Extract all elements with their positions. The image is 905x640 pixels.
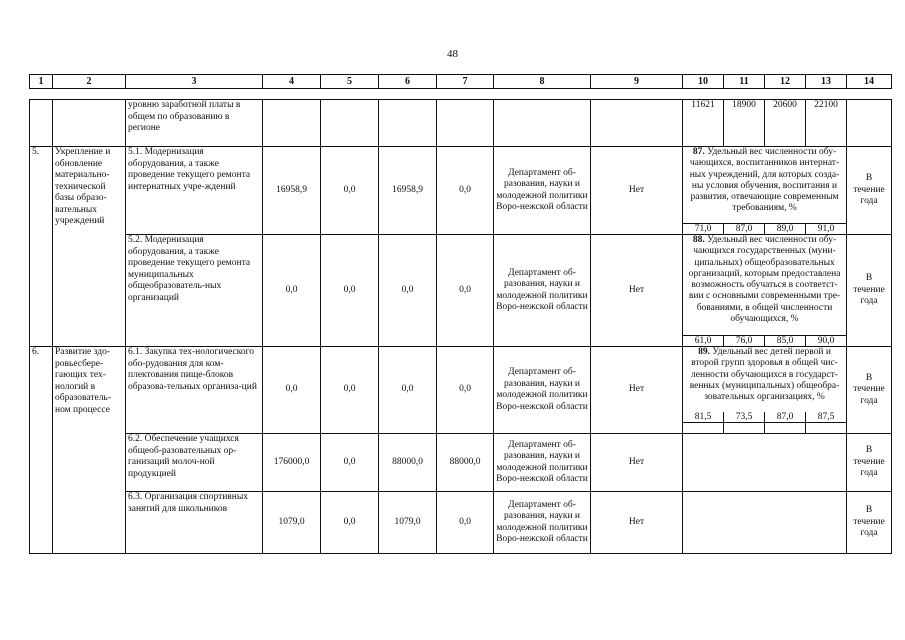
- total-amount: 176000,0: [263, 434, 321, 492]
- indicator-value: 89,0: [764, 223, 805, 234]
- total-amount: 0,0: [263, 235, 321, 347]
- col-num-5: 5: [321, 75, 379, 89]
- total-amount: 0,0: [263, 347, 321, 434]
- indicator-value: 11621: [683, 100, 724, 147]
- executor-text: Департамент об-разования, науки и молодежной политики Воро-нежской области: [494, 235, 591, 347]
- col-num-1: 1: [30, 75, 53, 89]
- column-number-header: [29, 74, 892, 89]
- deadline-text: В течение года: [847, 147, 892, 235]
- indicator-value: 71,0: [683, 223, 723, 234]
- executor-text: Департамент об-разования, науки и молодежной политики Воро-нежской области: [494, 492, 591, 554]
- indicator-text: Удельный вес численности обу-чающихся, воспитанников интернат-ных учреждений, для которых созда-ны условия обучения, воспитания и развития, отвечающие современным требованиям, %: [689, 147, 840, 214]
- regional-amount: 0,0: [379, 347, 437, 434]
- deadline-text: В течение года: [847, 492, 892, 554]
- activity-text: уровню заработной платы в общем по образованию в регионе: [126, 100, 263, 147]
- activity-text: 6.2. Обеспечение учащихся общеоб-разовательных ор-ганизаций молоч-ной продукцией: [126, 434, 263, 492]
- col-num-9: 9: [591, 75, 683, 89]
- federal-amount: 0,0: [321, 434, 379, 492]
- federal-amount: 0,0: [321, 235, 379, 347]
- indicator-number: 88.: [692, 235, 705, 245]
- regional-amount: 0,0: [379, 235, 437, 347]
- col-num-3: 3: [126, 75, 263, 89]
- regional-amount: 88000,0: [379, 434, 437, 492]
- indicator-value: 87,0: [723, 223, 764, 234]
- executor-text: Департамент об-разования, науки и молодежной политики Воро-нежской области: [494, 347, 591, 434]
- activity-text: 6.3. Организация спортивных занятий для школьников: [126, 492, 263, 554]
- table-row: [30, 347, 892, 423]
- indicator-value: 22100: [806, 100, 847, 147]
- indicator-value: 87,5: [805, 412, 846, 422]
- municipal-amount: 0,0: [437, 492, 494, 554]
- indicator-value: 61,0: [683, 335, 723, 346]
- municipal-amount: 0,0: [437, 235, 494, 347]
- activity-text: 6.1. Закупка тех-нологического обо-рудования для ком-плектования пище-блоков образова-тельных организа-ций: [126, 347, 263, 434]
- executor-text: Департамент об-разования, науки и молодежной политики Воро-нежской области: [494, 147, 591, 235]
- indicator-text: Удельный вес численности обу-чающихся государственных (муни-ципальных) общеобразовательных организаций, которым предоставлена возможность обучаться в соответст-вии с основными современными тре-бованиями, в общей численности обучающихся, %: [688, 235, 841, 325]
- col-num-10: 10: [683, 75, 724, 89]
- table-row: [30, 434, 892, 492]
- task-text: Укрепление и обновление материально-технической базы образо-вательных учреждений: [53, 147, 126, 347]
- other-sources: Нет: [591, 235, 683, 347]
- col-num-11: 11: [724, 75, 765, 89]
- indicator-value: 20600: [765, 100, 806, 147]
- table-row: [30, 147, 892, 235]
- other-sources: Нет: [591, 492, 683, 554]
- table-row: [30, 235, 892, 347]
- deadline-text: В течение года: [847, 235, 892, 347]
- municipal-amount: 0,0: [437, 347, 494, 434]
- row-number: 6.: [30, 347, 53, 554]
- col-num-14: 14: [847, 75, 892, 89]
- other-sources: Нет: [591, 147, 683, 235]
- activity-text: 5.2. Модернизация оборудования, а также проведение текущего ремонта муниципальных общеобразователь-ных организаций: [126, 235, 263, 347]
- indicator-value: 18900: [724, 100, 765, 147]
- indicator-value: 87,0: [764, 412, 805, 422]
- federal-amount: 0,0: [321, 347, 379, 434]
- total-amount: 1079,0: [263, 492, 321, 554]
- indicator-value: 91,0: [805, 223, 846, 234]
- indicator-value: 90,0: [805, 335, 846, 346]
- table-row: [30, 492, 892, 554]
- municipal-amount: 88000,0: [437, 434, 494, 492]
- municipal-amount: 0,0: [437, 147, 494, 235]
- page-number: 48: [447, 48, 458, 60]
- regional-amount: 16958,9: [379, 147, 437, 235]
- indicator-cell: [683, 235, 847, 347]
- federal-amount: 0,0: [321, 492, 379, 554]
- indicator-value: 73,5: [723, 412, 764, 422]
- col-num-13: 13: [806, 75, 847, 89]
- executor-text: Департамент об-разования, науки и молодежной политики Воро-нежской области: [494, 434, 591, 492]
- program-table: [29, 99, 892, 554]
- other-sources: Нет: [591, 434, 683, 492]
- other-sources: Нет: [591, 347, 683, 434]
- deadline-text: В течение года: [847, 434, 892, 492]
- col-num-8: 8: [494, 75, 591, 89]
- regional-amount: 1079,0: [379, 492, 437, 554]
- deadline-text: В течение года: [847, 347, 892, 434]
- total-amount: 16958,9: [263, 147, 321, 235]
- col-num-2: 2: [53, 75, 126, 89]
- indicator-value: 76,0: [723, 335, 764, 346]
- col-num-4: 4: [263, 75, 321, 89]
- indicator-number: 89.: [698, 347, 710, 357]
- indicator-number: 87.: [692, 147, 705, 157]
- indicator-cell: [683, 147, 847, 235]
- indicator-value: 85,0: [764, 335, 805, 346]
- federal-amount: 0,0: [321, 147, 379, 235]
- indicator-cell: [683, 347, 847, 423]
- col-num-12: 12: [765, 75, 806, 89]
- table-row: [30, 100, 892, 147]
- col-num-7: 7: [437, 75, 494, 89]
- activity-text: 5.1. Модернизация оборудования, а также проведение текущего ремонта интернатных учре-ждений: [126, 147, 263, 235]
- row-number: 5.: [30, 147, 53, 347]
- indicator-text: Удельный вес детей первой и второй групп здоровья в общей чис-ленности обучающихся в государст-венных (муниципальных) общеобра-зовательных организациях, %: [689, 347, 840, 403]
- indicator-value: 81,5: [694, 412, 712, 422]
- task-text: Развитие здо-ровьесбере-гающих тех-нологий в образователь-ном процессе: [53, 347, 126, 554]
- col-num-6: 6: [379, 75, 437, 89]
